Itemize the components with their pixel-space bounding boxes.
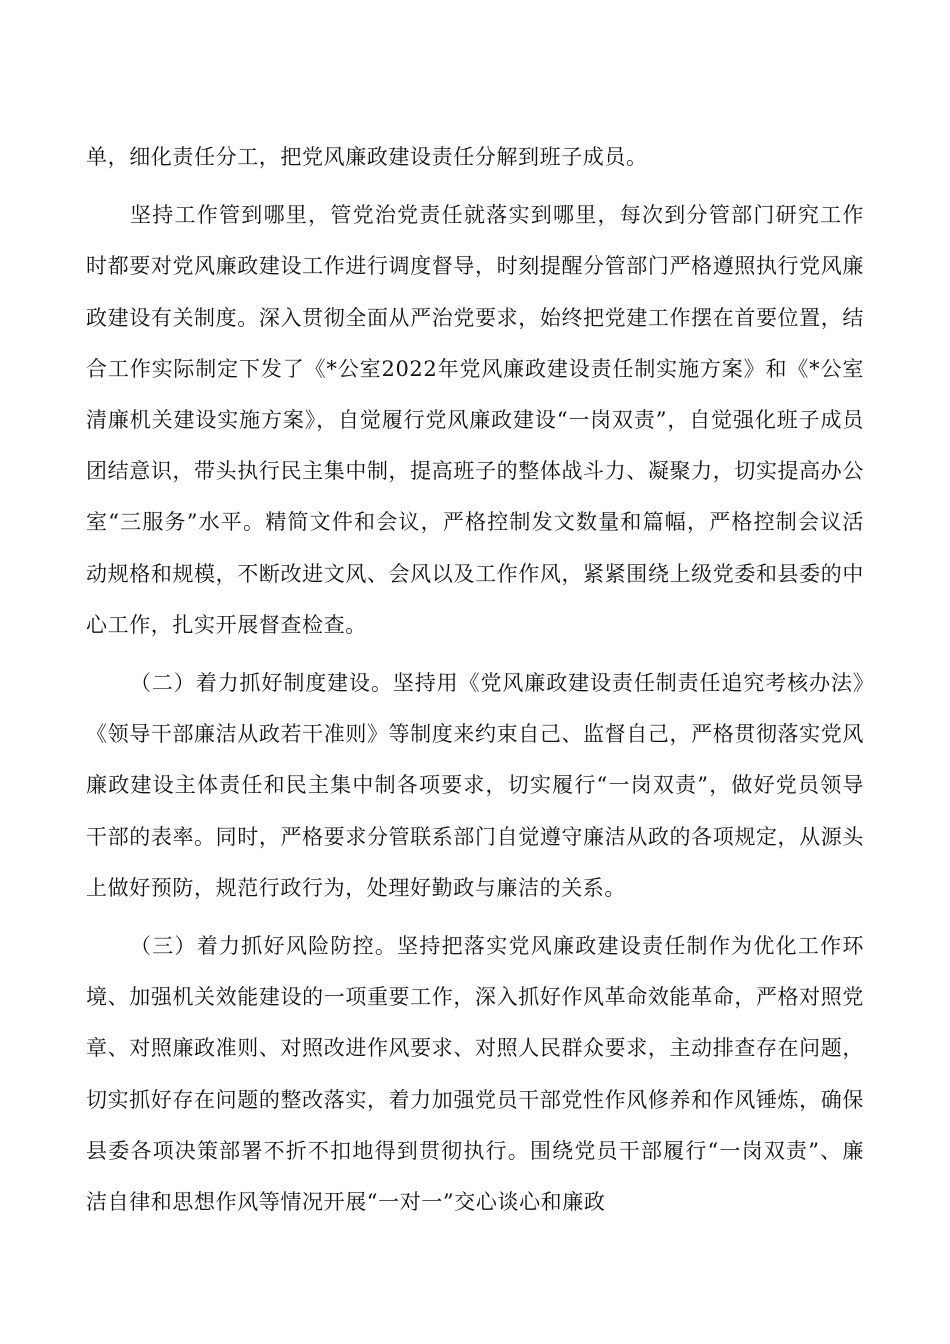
paragraph-risk-control: （三）着力抓好风险防控。坚持把落实党风廉政建设责任制作为优化工作环境、加强机关效能建设的一项重要工作，深入抓好作风革命效能革命，严格对照党章、对照廉政准则、对照改进作风要求、对照人民群众要求，主动排查存在问题，切实抓好存在问题的整改落实，着力加强党员干部党性作风修养和作风锤炼，确保县委各项决策部署不折不扣地得到贯彻执行。围绕党员干部履行“一岗双责”、廉洁自律和思想作风等情况开展“一对一”交心谈心和廉政 <box>86 934 864 1215</box>
paragraph-system-construction: （二）着力抓好制度建设。坚持用《党风廉政建设责任制责任追究考核办法》《领导干部廉洁从政若干准则》等制度来约束自己、监督自己，严格贯彻落实党风廉政建设主体责任和民主集中制各项要求，切实履行“一岗双责”，做好党员领导干部的表率。同时，严格要求分管联系部门自觉遵守廉洁从政的各项规定，从源头上做好预防，规范行政行为，处理好勤政与廉洁的关系。 <box>86 671 864 900</box>
paragraph-continuation: 单，细化责任分工，把党风廉政建设责任分解到班子成员。 <box>86 145 648 169</box>
paragraph-work-responsibility: 坚持工作管到哪里，管党治党责任就落实到哪里，每次到分管部门研究工作时都要对党风廉政建设工作进行调度督导，时刻提醒分管部门严格遵照执行党风廉政建设有关制度。深入贯彻全面从严治党要求，始终把党建工作摆在首要位置，结合工作实际制定下发了《*公室2022年党风廉政建设责任制实施方案》和《*公室清廉机关建设实施方案》，自觉履行党风廉政建设“一岗双责”，自觉强化班子成员团结意识，带头执行民主集中制，提高班子的整体战斗力、凝聚力，切实提高办公室“三服务”水平。精简文件和会议，严格控制发文数量和篇幅，严格控制会议活动规格和规模，不断改进文风、会风以及工作作风，紧紧围绕上级党委和县委的中心工作，扎实开展督查检查。 <box>86 203 864 637</box>
document-body <box>86 132 864 1228</box>
